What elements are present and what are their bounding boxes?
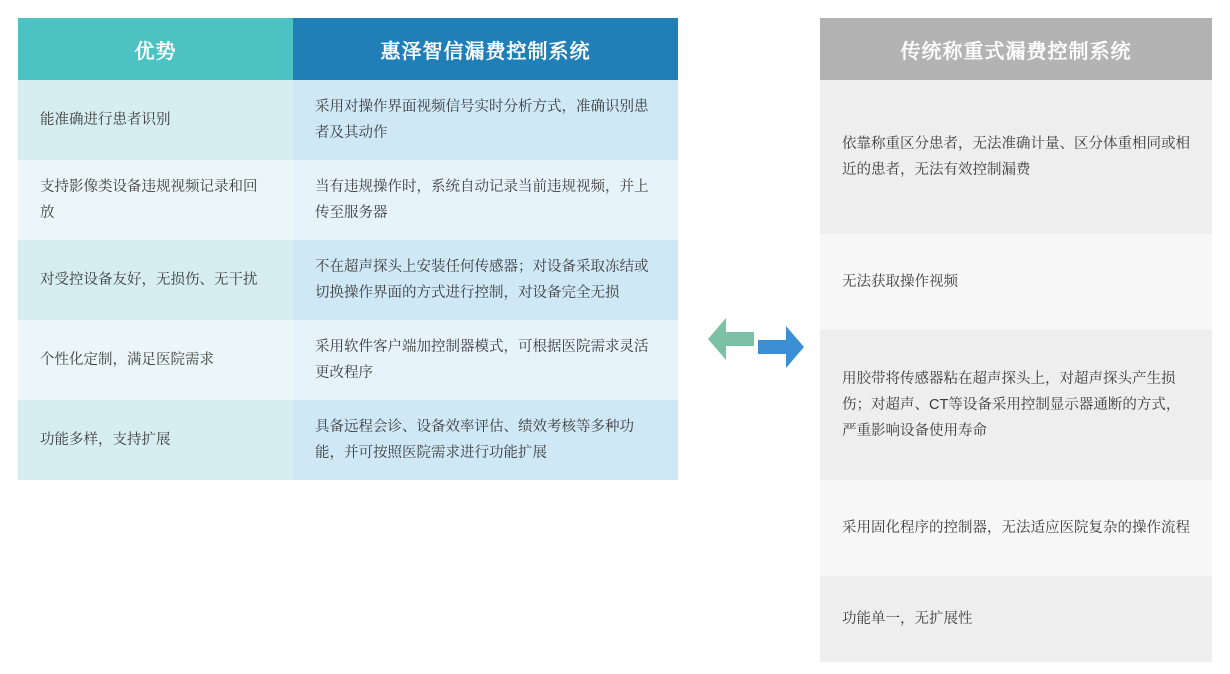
- left-comparison-table: [18, 18, 678, 480]
- table-row: [18, 240, 678, 320]
- list-item: 依靠称重区分患者，无法准确计量、区分体重相同或相近的患者，无法有效控制漏费: [820, 80, 1212, 234]
- table-row: [18, 80, 678, 160]
- row-advantage-text: 能准确进行患者识别: [18, 80, 293, 160]
- header-advantage: 优势: [18, 18, 293, 80]
- row-advantage-text: 功能多样，支持扩展: [18, 400, 293, 480]
- header-traditional-system: 传统称重式漏费控制系统: [820, 18, 1212, 80]
- list-item: 无法获取操作视频: [820, 234, 1212, 330]
- row-advantage-text: 对受控设备友好，无损伤、无干扰: [18, 240, 293, 320]
- row-system-text: 不在超声探头上安装任何传感器；对设备采取冻结或切换操作界面的方式进行控制，对设备完全无损: [293, 240, 678, 320]
- right-comparison-table: [820, 18, 1212, 662]
- row-advantage-text: 支持影像类设备违规视频记录和回放: [18, 160, 293, 240]
- table-row: [18, 320, 678, 400]
- list-item: 用胶带将传感器粘在超声探头上，对超声探头产生损伤；对超声、CT等设备采用控制显示器通断的方式，严重影响设备使用寿命: [820, 330, 1212, 480]
- row-system-text: 采用对操作界面视频信号实时分析方式，准确识别患者及其动作: [293, 80, 678, 160]
- arrow-left-shape: [708, 318, 754, 360]
- header-huize-system: 惠泽智信漏费控制系统: [293, 18, 678, 80]
- table-row: [18, 400, 678, 480]
- arrow-right-shape: [758, 326, 804, 368]
- row-advantage-text: 个性化定制，满足医院需求: [18, 320, 293, 400]
- row-system-text: 当有违规操作时，系统自动记录当前违规视频，并上传至服务器: [293, 160, 678, 240]
- left-table-header-row: [18, 18, 678, 80]
- list-item: 功能单一，无扩展性: [820, 576, 1212, 662]
- row-system-text: 具备远程会诊、设备效率评估、绩效考核等多种功能，并可按照医院需求进行功能扩展: [293, 400, 678, 480]
- double-arrow-icon: [706, 312, 806, 374]
- list-item: 采用固化程序的控制器，无法适应医院复杂的操作流程: [820, 480, 1212, 576]
- table-row: [18, 160, 678, 240]
- row-system-text: 采用软件客户端加控制器模式，可根据医院需求灵活更改程序: [293, 320, 678, 400]
